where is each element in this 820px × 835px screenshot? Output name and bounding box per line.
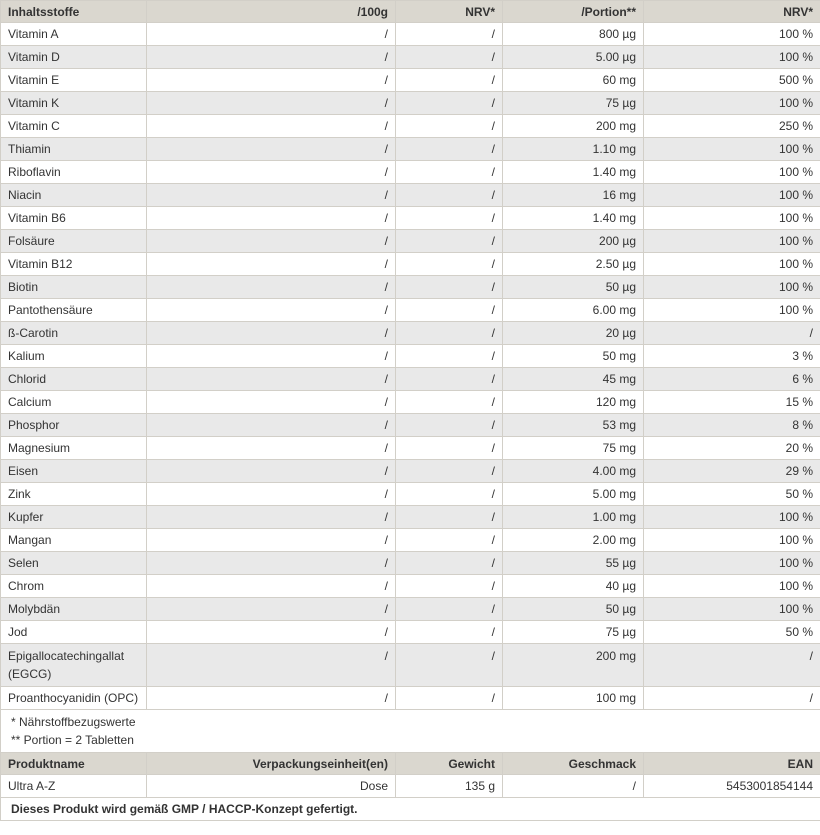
nutrient-nrv-100g: / [396,253,503,276]
nutrient-nrv-100g: / [396,230,503,253]
nutrient-row [1,460,820,483]
header-inhaltsstoffe: Inhaltsstoffe [1,1,147,23]
nutrient-name: Chrom [1,575,147,598]
product-packaging: Dose [147,775,396,798]
nutrient-nrv-100g: / [396,460,503,483]
nutrient-nrv-portion: / [644,322,820,345]
nutrient-per-100g: / [147,644,396,687]
nutrient-nrv-100g: / [396,322,503,345]
header-nrv-100g: NRV* [396,1,503,23]
nutrient-per-100g: / [147,368,396,391]
nutrient-nrv-100g: / [396,506,503,529]
nutrient-nrv-portion: 29 % [644,460,820,483]
nutrient-row [1,207,820,230]
nutrient-nrv-100g: / [396,483,503,506]
nutrient-row [1,368,820,391]
nutrient-name: Jod [1,621,147,644]
nutrient-per-100g: / [147,322,396,345]
nutrient-name: Selen [1,552,147,575]
nutrient-per-100g: / [147,621,396,644]
nutrient-per-portion: 1.40 mg [503,161,644,184]
header-produktname: Produktname [1,753,147,775]
nutrient-name: Vitamin K [1,92,147,115]
nutrient-nrv-100g: / [396,414,503,437]
nutrient-per-100g: / [147,506,396,529]
nutrient-name: Kupfer [1,506,147,529]
nutrient-per-portion: 2.50 µg [503,253,644,276]
nutrient-nrv-portion: 6 % [644,368,820,391]
nutrient-per-100g: / [147,23,396,46]
nutrient-name: Phosphor [1,414,147,437]
nutrient-name: Vitamin B6 [1,207,147,230]
nutrient-row [1,506,820,529]
nutrient-per-portion: 45 mg [503,368,644,391]
nutrient-nrv-portion: 100 % [644,253,820,276]
nutrient-per-portion: 6.00 mg [503,299,644,322]
notice-row [1,798,820,821]
footnotes [1,710,820,753]
header-geschmack: Geschmack [503,753,644,775]
nutrient-per-100g: / [147,115,396,138]
nutrient-nrv-portion: 100 % [644,598,820,621]
footnote-portion: ** Portion = 2 Tabletten [11,733,134,747]
nutrient-row [1,483,820,506]
nutrient-row [1,414,820,437]
nutrient-per-portion: 100 mg [503,687,644,710]
nutrient-per-100g: / [147,391,396,414]
nutrient-per-portion: 2.00 mg [503,529,644,552]
nutrient-row [1,161,820,184]
nutrient-nrv-100g: / [396,138,503,161]
product-flavor: / [503,775,644,798]
nutrient-name: Thiamin [1,138,147,161]
nutrient-per-100g: / [147,483,396,506]
nutrient-per-100g: / [147,460,396,483]
nutrient-row [1,253,820,276]
header-ean: EAN [644,753,820,775]
header-verpackungseinheit: Verpackungseinheit(en) [147,753,396,775]
nutrient-name: Vitamin A [1,23,147,46]
nutrient-nrv-portion: 100 % [644,207,820,230]
nutrient-nrv-portion: 100 % [644,506,820,529]
nutrient-name: Vitamin D [1,46,147,69]
nutrient-row [1,46,820,69]
nutrient-nrv-100g: / [396,23,503,46]
footnote-nrv: * Nährstoffbezugswerte [11,715,136,729]
nutrient-row [1,345,820,368]
nutrient-per-100g: / [147,276,396,299]
nutrient-nrv-portion: 250 % [644,115,820,138]
nutrient-nrv-100g: / [396,345,503,368]
nutrient-row [1,598,820,621]
nutrient-name: Niacin [1,184,147,207]
header-gewicht: Gewicht [396,753,503,775]
nutrient-row [1,299,820,322]
nutrient-nrv-portion: 500 % [644,69,820,92]
nutrient-per-portion: 1.00 mg [503,506,644,529]
nutrient-per-portion: 4.00 mg [503,460,644,483]
nutrient-row [1,575,820,598]
nutrient-per-100g: / [147,687,396,710]
nutrient-row [1,687,820,710]
nutrient-per-100g: / [147,414,396,437]
nutrient-row [1,529,820,552]
nutrient-per-portion: 120 mg [503,391,644,414]
nutrient-nrv-portion: / [644,687,820,710]
nutrient-per-portion: 75 µg [503,621,644,644]
product-row [1,775,820,798]
nutrient-per-100g: / [147,161,396,184]
nutrient-per-portion: 5.00 µg [503,46,644,69]
nutrient-per-portion: 75 mg [503,437,644,460]
product-name: Ultra A-Z [1,775,147,798]
nutrition-body [1,23,820,710]
nutrient-nrv-100g: / [396,529,503,552]
nutrient-per-portion: 50 µg [503,598,644,621]
nutrient-row [1,621,820,644]
nutrient-nrv-portion: 100 % [644,529,820,552]
nutrient-name: Kalium [1,345,147,368]
nutrient-nrv-100g: / [396,621,503,644]
product-header-row [1,753,820,775]
nutrient-per-100g: / [147,598,396,621]
nutrient-name: Molybdän [1,598,147,621]
nutrient-per-portion: 1.40 mg [503,207,644,230]
nutrient-name: Pantothensäure [1,299,147,322]
nutrient-name: Mangan [1,529,147,552]
nutrient-per-100g: / [147,299,396,322]
nutrient-row [1,115,820,138]
nutrient-name: ß-Carotin [1,322,147,345]
nutrient-nrv-100g: / [396,644,503,687]
nutrient-row [1,138,820,161]
nutrient-per-portion: 40 µg [503,575,644,598]
nutrient-nrv-100g: / [396,687,503,710]
nutrient-nrv-portion: 100 % [644,23,820,46]
nutrient-nrv-100g: / [396,92,503,115]
nutrient-per-portion: 200 mg [503,644,644,687]
nutrient-per-portion: 800 µg [503,23,644,46]
nutrient-nrv-100g: / [396,437,503,460]
nutrient-per-100g: / [147,69,396,92]
header-per-portion: /Portion** [503,1,644,23]
nutrient-row [1,552,820,575]
nutrient-per-portion: 20 µg [503,322,644,345]
header-per-100g: /100g [147,1,396,23]
nutrient-nrv-100g: / [396,184,503,207]
nutrition-header-row [1,1,820,23]
nutrient-per-100g: / [147,437,396,460]
nutrient-nrv-portion: 100 % [644,276,820,299]
header-nrv-portion: NRV* [644,1,820,23]
nutrient-row [1,69,820,92]
nutrient-nrv-portion: 50 % [644,621,820,644]
nutrient-per-portion: 50 µg [503,276,644,299]
nutrient-name: Vitamin E [1,69,147,92]
nutrient-row [1,92,820,115]
nutrient-per-100g: / [147,575,396,598]
nutrient-row [1,184,820,207]
nutrient-per-portion: 200 mg [503,115,644,138]
nutrient-per-100g: / [147,345,396,368]
nutrient-name: Eisen [1,460,147,483]
nutrient-nrv-100g: / [396,46,503,69]
nutrient-nrv-100g: / [396,575,503,598]
nutrient-row [1,276,820,299]
nutrient-name: Epigallocatechingallat (EGCG) [1,644,147,687]
nutrient-nrv-portion: 3 % [644,345,820,368]
nutrient-name: Magnesium [1,437,147,460]
nutrient-per-portion: 5.00 mg [503,483,644,506]
nutrient-nrv-portion: 100 % [644,46,820,69]
nutrient-row [1,644,820,687]
nutrient-name: Zink [1,483,147,506]
nutrient-per-100g: / [147,138,396,161]
nutrient-per-100g: / [147,230,396,253]
footnotes-row [1,710,820,753]
nutrient-per-portion: 50 mg [503,345,644,368]
nutrient-nrv-portion: 20 % [644,437,820,460]
nutrient-nrv-portion: 100 % [644,161,820,184]
product-weight: 135 g [396,775,503,798]
nutrient-nrv-portion: 100 % [644,552,820,575]
nutrient-nrv-100g: / [396,161,503,184]
nutrient-per-100g: / [147,253,396,276]
nutrient-per-portion: 60 mg [503,69,644,92]
nutrient-row [1,437,820,460]
nutrient-name: Biotin [1,276,147,299]
nutrient-per-100g: / [147,92,396,115]
nutrient-nrv-100g: / [396,207,503,230]
nutrient-nrv-portion: 100 % [644,575,820,598]
nutrient-nrv-portion: 100 % [644,299,820,322]
nutrient-row [1,391,820,414]
nutrient-name: Proanthocyanidin (OPC) [1,687,147,710]
nutrient-name: Folsäure [1,230,147,253]
nutrient-name: Vitamin C [1,115,147,138]
nutrient-nrv-100g: / [396,299,503,322]
nutrient-nrv-100g: / [396,552,503,575]
nutrient-nrv-100g: / [396,391,503,414]
nutrient-nrv-portion: 100 % [644,230,820,253]
nutrient-per-portion: 75 µg [503,92,644,115]
nutrient-nrv-portion: 8 % [644,414,820,437]
nutrient-name: Calcium [1,391,147,414]
nutrient-per-portion: 53 mg [503,414,644,437]
gmp-notice: Dieses Produkt wird gemäß GMP / HACCP-Konzept gefertigt. [1,798,820,821]
nutrient-per-100g: / [147,552,396,575]
nutrient-per-portion: 200 µg [503,230,644,253]
nutrient-name: Riboflavin [1,161,147,184]
nutrient-nrv-portion: / [644,644,820,687]
nutrient-per-portion: 16 mg [503,184,644,207]
nutrient-nrv-100g: / [396,276,503,299]
nutrient-per-100g: / [147,207,396,230]
nutrient-nrv-portion: 15 % [644,391,820,414]
nutrient-nrv-100g: / [396,115,503,138]
nutrient-nrv-portion: 100 % [644,184,820,207]
nutrient-nrv-portion: 100 % [644,92,820,115]
nutrient-name: Vitamin B12 [1,253,147,276]
nutrient-per-100g: / [147,184,396,207]
nutrient-row [1,23,820,46]
nutrient-per-100g: / [147,46,396,69]
product-ean: 5453001854144 [644,775,820,798]
nutrient-row [1,322,820,345]
nutrient-per-portion: 1.10 mg [503,138,644,161]
nutrient-per-100g: / [147,529,396,552]
nutrient-nrv-100g: / [396,598,503,621]
nutrient-nrv-100g: / [396,69,503,92]
nutrient-nrv-100g: / [396,368,503,391]
nutrient-per-portion: 55 µg [503,552,644,575]
nutrient-row [1,230,820,253]
nutrient-name: Chlorid [1,368,147,391]
nutrient-nrv-portion: 50 % [644,483,820,506]
nutrient-nrv-portion: 100 % [644,138,820,161]
